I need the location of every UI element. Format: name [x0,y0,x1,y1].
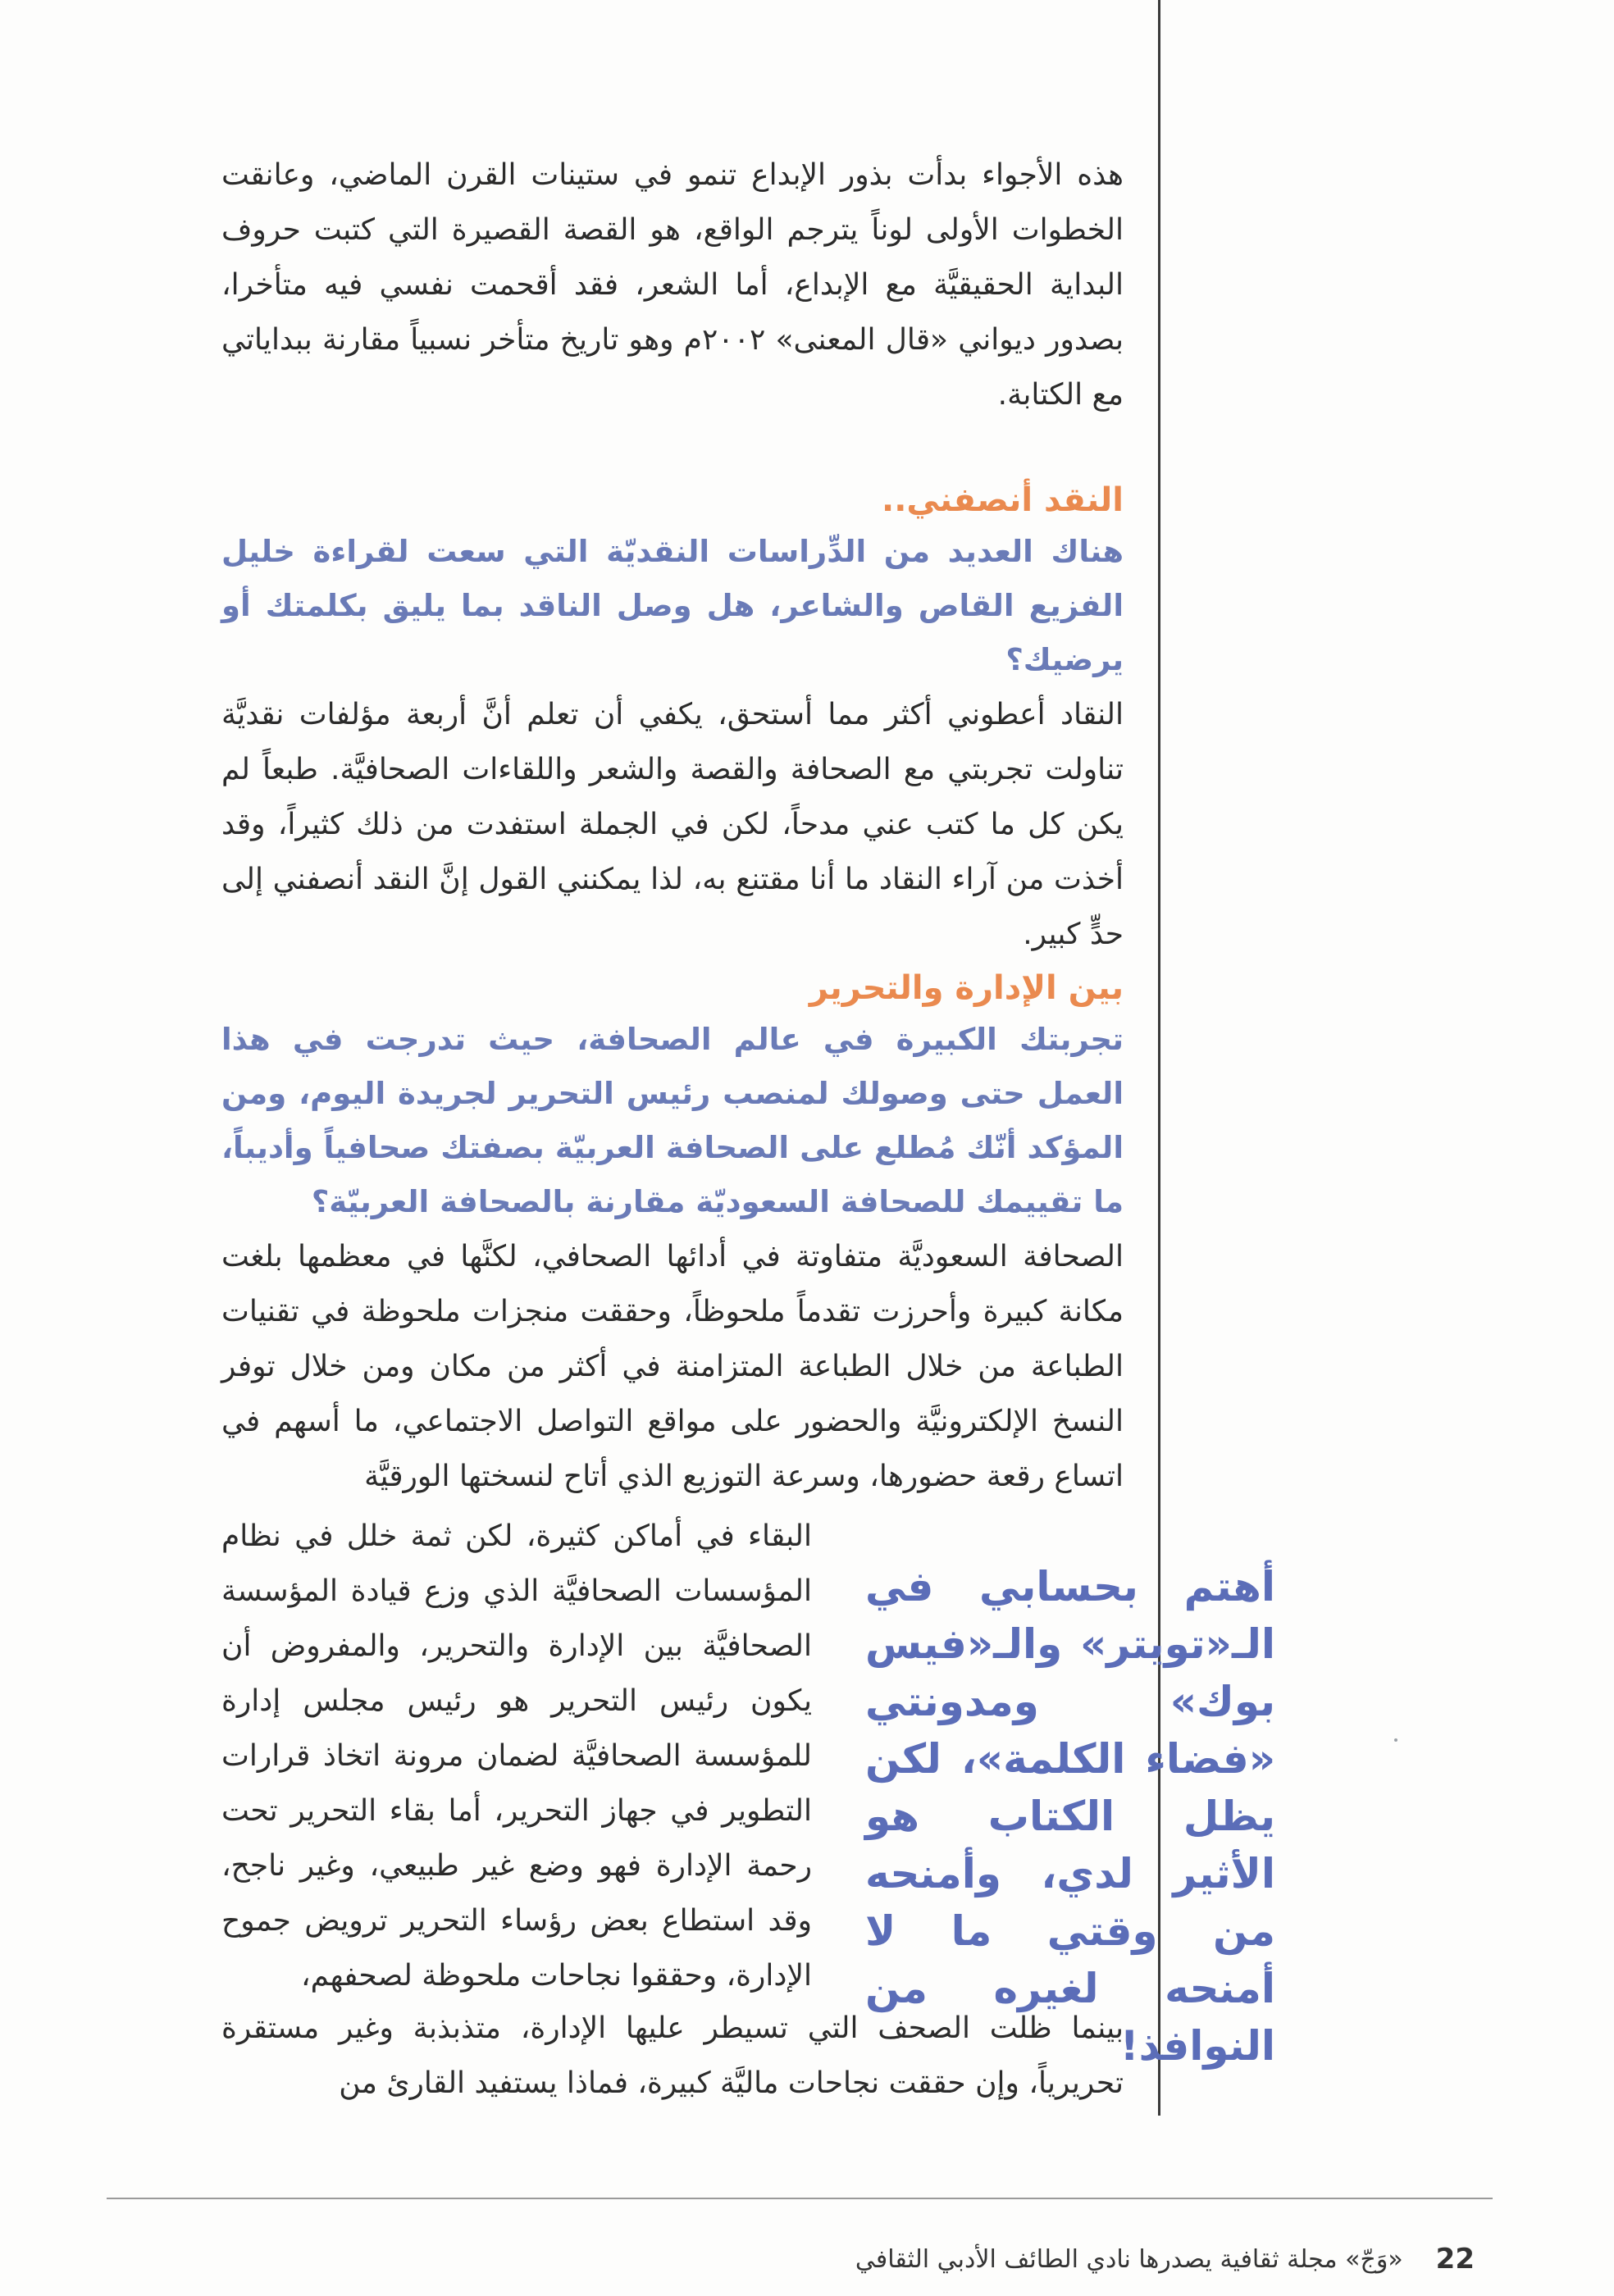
section-heading: النقد أنصفني.. [882,481,1124,519]
intro-paragraph: هذه الأجواء بدأت بذور الإبداع تنمو في ستينات القرن الماضي، وعانقت الخطوات الأولى لوناً يترجم الواقع، هو القصة القصيرة التي كتبت حروف البداية الحقيقيَّة مع الإبداع، أما الشعر، فقد أقحمت نفسي فيه متأخرا، بصدور ديواني «قال المعنى» ٢٠٠٢م وهو تاريخ متأخر نسبياً مقارنة ببداياتي مع الكتابة. [221,158,1124,412]
intro-block [221,148,1124,422]
section-heading: بين الإدارة والتحرير [809,969,1124,1007]
interview-question: تجربتك الكبيرة في عالم الصحافة، حيث تدرجت في هذا العمل حتى وصولك لمنصب رئيس التحرير لجريدة اليوم، ومن المؤكد أنّك مُطلع على الصحافة العربيّة بصفتك صحافياً وأديباً، ما تقييمك للصحافة السعوديّة مقارنة بالصحافة العربيّة؟ [221,1022,1124,1219]
pull-quote: أهتم بحسابي في الـ«تويتر» والـ«فيس بوك» ومدونتي «فضاء الكلمة»، لكن يظل الكتاب هو الأثير لدي، وأمنحه من وقتي ما لا أمنحه لغيره من النوافذ! [865,1563,1275,2070]
interview-question: هناك العديد من الدِّراسات النقديّة التي سعت لقراءة خليل الفزيع القاص والشاعر، هل وصل الناقد بما يليق بكلمتك أو يرضيك؟ [221,534,1124,677]
answer-narrow-block [221,1509,812,2003]
page-number: 22 [1435,2243,1475,2276]
interview-answer: النقاد أعطوني أكثر مما أستحق، يكفي أن تعلم أنَّ أربعة مؤلفات نقديَّة تناولت تجربتي مع الصحافة والقصة والشعر واللقاءات الصحافيَّة. طبعاً لم يكن كل ما كتب عني مدحاً، لكن في الجملة استفدت من ذلك كثيراً، وقد أخذت من آراء النقاد ما أنا مقتنع به، لذا يمكنني القول إنَّ النقد أنصفني إلى حدٍّ كبير. [221,698,1124,951]
interview-answer-narrow: البقاء في أماكن كثيرة، لكن ثمة خلل في نظام المؤسسات الصحافيَّة الذي وزع قيادة المؤسسة الصحافيَّة بين الإدارة والتحرير، والمفروض أن يكون رئيس التحرير هو رئيس مجلس إدارة للمؤسسة الصحافيَّة لضمان مرونة اتخاذ قرارات التطوير في جهاز التحرير، أما بقاء التحرير تحت رحمة الإدارة فهو وضع غير طبيعي، وغير ناجح، وقد استطاع بعض رؤساء التحرير ترويض جموح الإدارة، وحققوا نجاحات ملحوظة لصحفهم، [221,1519,812,1993]
section-management [221,963,1124,1504]
paper-speck [1394,1738,1397,1742]
magazine-tagline: «وَجّ» مجلة ثقافية يصدرها نادي الطائف الأدبي الثقافي [855,2244,1403,2274]
interview-answer-end: بينما ظلت الصحف التي تسيطر عليها الإدارة، متذبذبة وغير مستقرة تحريرياً، وإن حققت نجاحات ماليَّة كبيرة، فماذا يستفيد القارئ من [221,2011,1124,2100]
answer-end-block [221,2001,1124,2111]
section-criticism [221,476,1124,962]
page-footer [855,2243,1475,2276]
footer-divider [107,2198,1493,2199]
interview-answer-wide: الصحافة السعوديَّة متفاوتة في أدائها الصحافي، لكنَّها في معظمها بلغت مكانة كبيرة وأحرزت تقدماً ملحوظاً، وحققت منجزات ملحوظة في تقنيات الطباعة من خلال الطباعة المتزامنة في أكثر من مكان ومن خلال توفر النسخ الإلكترونيَّة والحضور على مواقع التواصل الاجتماعي، ما أسهم في اتساع رقعة حضورها، وسرعة التوزيع الذي أتاح لنسختها الورقيَّة [221,1240,1124,1493]
